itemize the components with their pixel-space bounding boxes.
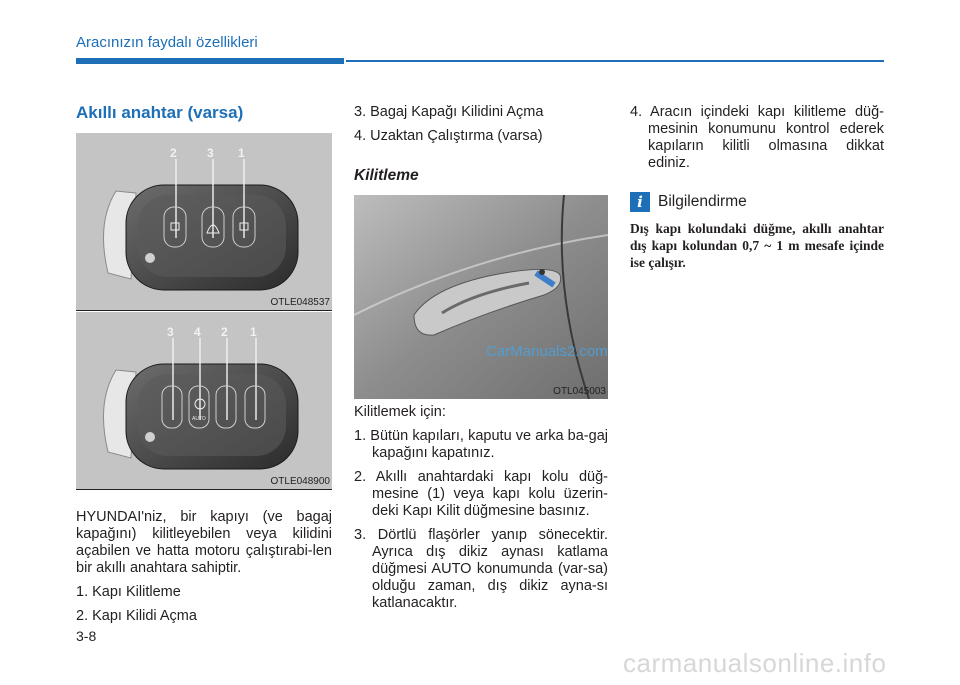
smart-key-remote-start-illustration (76, 312, 332, 489)
intro-paragraph: HYUNDAI'niz, bir kapıyı (ve bagaj kapağını) kilitleyebilen veya kilidini açabilen ve hatta motoru çalıştırabi-len bir akıllı anahtara sahiptir. (76, 509, 332, 576)
column-2-steps (354, 404, 608, 619)
figure-code: OTL045003 (553, 386, 606, 397)
header-rule-thick (76, 58, 344, 64)
running-header: Aracınızın faydalı özellikleri (76, 34, 258, 51)
smart-key-figure-1 (76, 133, 332, 310)
figure-code: OTLE048537 (270, 297, 330, 308)
list-item: 3. Bagaj Kapağı Kilidini Açma (354, 104, 544, 120)
step-item: 2. Akıllı anahtardaki kapı kolu düğ-mesine (1) veya kapı kolu üzerin-deki Kapı Kilit düğmesine basınız. (354, 469, 608, 519)
list-item: 4. Uzaktan Çalıştırma (varsa) (354, 128, 543, 144)
callout-label: 2 (221, 325, 228, 339)
subsection-title: Kilitleme (354, 167, 419, 184)
callout-label: 3 (167, 325, 174, 339)
info-text: Dış kapı kolundaki düğme, akıllı anahtar dış kapı kolundan 0,7 ~ 1 m mesafe içinde ise çalışır. (630, 221, 884, 270)
section-title: Akıllı anahtar (varsa) (76, 103, 244, 122)
door-handle-figure (354, 195, 608, 399)
lead-text: Kilitlemek için: (354, 404, 446, 420)
list-item: 1. Kapı Kilitleme (76, 584, 181, 600)
figure-divider (76, 310, 332, 311)
info-icon: i (630, 192, 650, 212)
list-item: 2. Kapı Kilidi Açma (76, 608, 197, 624)
callout-label: 1 (250, 325, 257, 339)
column-1-text (76, 509, 332, 632)
step-item: 3. Dörtlü flaşörler yanıp sönecektir. Ayrıca dış dikiz aynası katlama düğmesi AUTO konumunda (var-sa) olduğu zaman, dış dikiz ayna-sı katlanacaktır. (354, 527, 608, 611)
column-3-text (630, 104, 884, 179)
callout-label: 4 (194, 325, 201, 339)
callout-label: 3 (207, 146, 214, 160)
auto-label: AUTO (192, 416, 206, 422)
watermark-text: CarManuals2.com (486, 343, 608, 360)
page-number: 3-8 (76, 628, 97, 644)
header-rule-thin (346, 60, 884, 62)
door-handle-illustration (354, 195, 608, 399)
step-item: 1. Bütün kapıları, kaputu ve arka ba-gaj kapağını kapatınız. (354, 428, 608, 461)
figure-code: OTLE048900 (270, 476, 330, 487)
smart-key-illustration (76, 133, 332, 310)
callout-label: 2 (170, 146, 177, 160)
figure-divider (76, 489, 332, 490)
step-item: 4. Aracın içindeki kapı kilitleme düğ-mesinin konumunu kontrol ederek kapıların kilitli olmasına dikkat ediniz. (630, 104, 884, 171)
callout-label: 1 (238, 146, 245, 160)
info-title: Bilgilendirme (658, 193, 747, 210)
footer-watermark: carmanualsonline.info (623, 648, 887, 678)
column-2-list (354, 104, 608, 152)
smart-key-figure-2 (76, 312, 332, 489)
